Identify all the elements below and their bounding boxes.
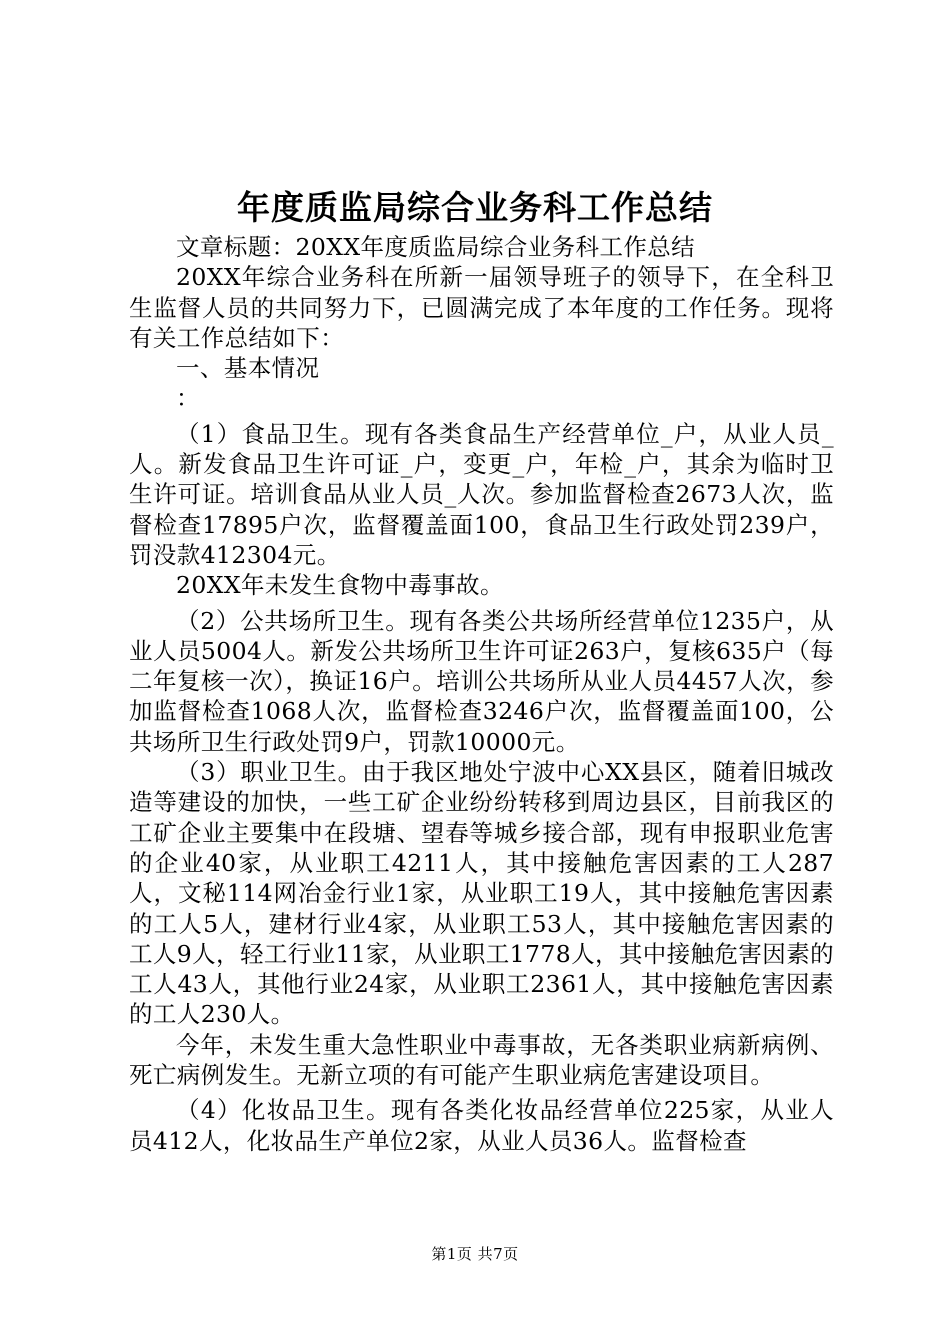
article-title-line: 文章标题：20XX年度质监局综合业务科工作总结: [176, 233, 696, 261]
section-heading-basic: 一、基本情况: [176, 354, 320, 383]
document-title: 年度质监局综合业务科工作总结: [237, 188, 713, 227]
paragraph-cosmetics: （4）化妆品卫生。现有各类化妆品经营单位225家，从业人员412人，化妆品生产单位2家，从业人员36人。监督检查: [129, 1096, 834, 1155]
page-footer: 第1页 共7页: [431, 1245, 519, 1263]
paragraph-no-poisoning: 20XX年未发生食物中毒事故。: [176, 571, 504, 600]
paragraph-food-hygiene: （1）食品卫生。现有各类食品生产经营单位_户，从业人员_人。新发食品卫生许可证_户，变更_户，年检_户，其余为临时卫生许可证。培训食品从业人员_人次。参加监督检查2673人次，监督检查17895户次，监督覆盖面100，食品卫生行政处罚239户，罚没款412304元。: [129, 419, 834, 569]
intro-paragraph: 20XX年综合业务科在所新一届领导班子的领导下，在全科卫生监督人员的共同努力下，已圆满完成了本年度的工作任务。现将有关工作总结如下：: [129, 263, 834, 352]
paragraph-occupational-health: （3）职业卫生。由于我区地处宁波中心XX县区，随着旧城改造等建设的加快，一些工矿企业纷纷转移到周边县区，目前我区的工矿企业主要集中在段塘、望春等城乡接合部，现有申报职业危害的企业40家，从业职工4211人，其中接触危害因素的工人287人，文秘114网冶金行业1家，从业职工19人，其中接触危害因素的工人5人，建材行业4家，从业职工53人，其中接触危害因素的工人9人，轻工行业11家，从业职工1778人，其中接触危害因素的工人43人，其他行业24家，从业职工2361人，其中接触危害因素的工人230人。: [129, 758, 834, 1029]
paragraph-no-accidents: 今年，未发生重大急性职业中毒事故，无各类职业病新病例、死亡病例发生。无新立项的有可能产生职业病危害建设项目。: [129, 1030, 834, 1090]
colon-line: ：: [176, 384, 200, 413]
paragraph-public-places: （2）公共场所卫生。现有各类公共场所经营单位1235户，从业人员5004人。新发公共场所卫生许可证263户，复核635户（每二年复核一次），换证16户。培训公共场所从业人员4457人次，参加监督检查1068人次，监督检查3246户次，监督覆盖面100，公共场所卫生行政处罚9户，罚款10000元。: [129, 606, 834, 756]
document-body: [129, 232, 834, 1156]
